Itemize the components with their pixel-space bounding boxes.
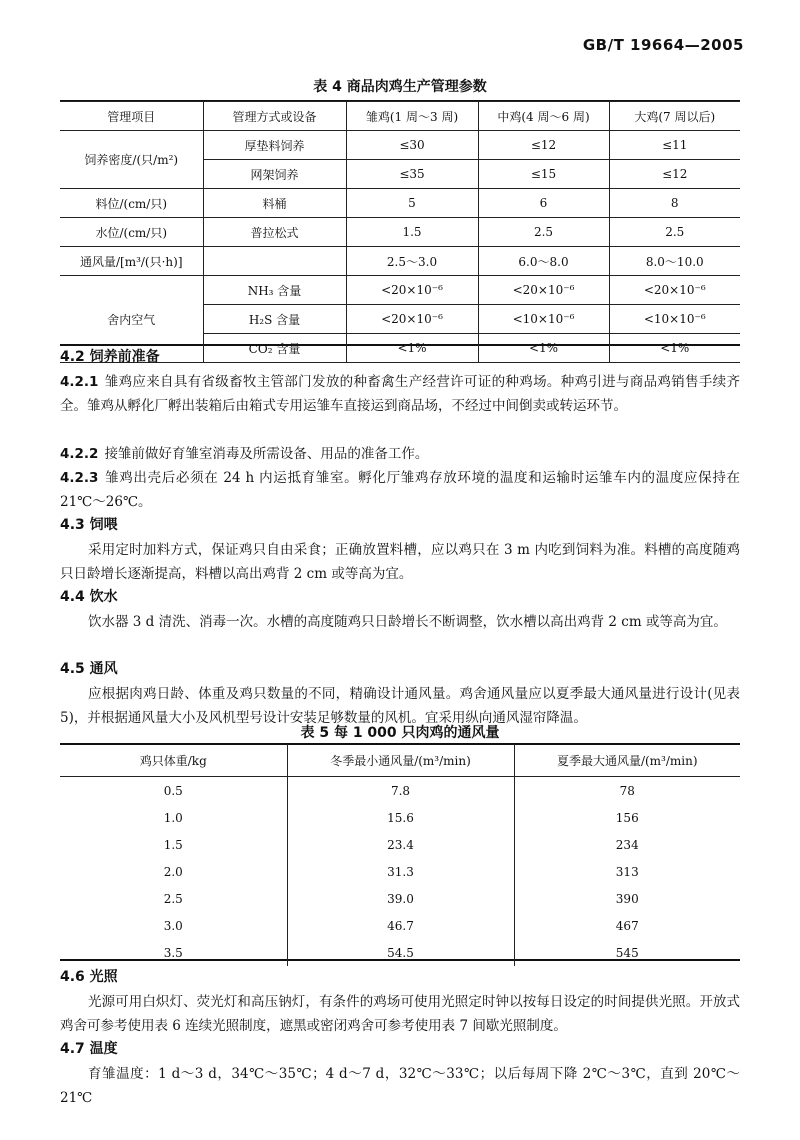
table-cell: <10×10⁻⁶ bbox=[609, 305, 740, 334]
table-cell: <10×10⁻⁶ bbox=[478, 305, 609, 334]
table-cell: 6.0～8.0 bbox=[478, 247, 609, 276]
table-cell: ≤35 bbox=[346, 160, 478, 189]
table-cell: 通风量/[m³/(只·h)] bbox=[60, 247, 203, 276]
paragraph-4-2-3 bbox=[60, 466, 740, 514]
table-cell: 8.0～10.0 bbox=[609, 247, 740, 276]
table-row bbox=[60, 885, 740, 912]
paragraph-4-7: 育雏温度：1 d～3 d，34℃～35℃；4 d～7 d，32℃～33℃；以后每周下降 2℃～3℃，直到 20℃～21℃ bbox=[60, 1066, 740, 1106]
table-cell: 54.5 bbox=[287, 939, 514, 966]
table-cell: 2.0 bbox=[60, 858, 287, 885]
paragraph-4-4: 饮水器 3 d 清洗、消毒一次。水槽的高度随鸡只日龄增长不断调整，饮水槽以高出鸡背 2 cm 或等高为宜。 bbox=[88, 614, 727, 630]
table-cell: H₂S 含量 bbox=[203, 305, 346, 334]
table-row bbox=[60, 777, 740, 805]
table-row bbox=[60, 912, 740, 939]
table-cell: 厚垫料饲养 bbox=[203, 131, 346, 160]
table-cell: 舍内空气 bbox=[60, 276, 203, 363]
table-cell: 水位/(cm/只) bbox=[60, 218, 203, 247]
table4-header-cell: 雏鸡(1 周～3 周) bbox=[346, 102, 478, 131]
section-4-4-title: 4.4 饮水 bbox=[60, 589, 118, 605]
table-cell: 78 bbox=[619, 783, 635, 798]
table-cell: 31.3 bbox=[287, 858, 514, 885]
paragraph-text: 雏鸡应来自具有省级畜牧主管部门发放的种畜禽生产经营许可证的种鸡场。种鸡引进与商品鸡销售手续齐全。雏鸡从孵化厂孵出装箱后由箱式专用运雏车直接运到商品场，不经过中间倒卖或转运环节。 bbox=[60, 374, 740, 414]
table-cell: 6 bbox=[478, 189, 609, 218]
table-cell: 5 bbox=[346, 189, 478, 218]
table-cell: ≤12 bbox=[609, 160, 740, 189]
table-cell: 3.5 bbox=[60, 939, 287, 966]
table-cell: <20×10⁻⁶ bbox=[609, 276, 740, 305]
table-row bbox=[60, 218, 740, 247]
table-row bbox=[60, 276, 740, 305]
table-cell: 2.5～3.0 bbox=[346, 247, 478, 276]
table-cell: 饲养密度/(只/m²) bbox=[60, 131, 203, 189]
table-cell: 1.0 bbox=[60, 804, 287, 831]
paragraph-text: 接雏前做好育雏室消毒及所需设备、用品的准备工作。 bbox=[104, 446, 429, 462]
section-4-2-title: 4.2 饲养前准备 bbox=[60, 349, 160, 365]
section-4-7-title: 4.7 温度 bbox=[60, 1041, 118, 1057]
paragraph-4-2-2 bbox=[60, 442, 740, 466]
paragraph-4-5: 应根据肉鸡日龄、体重及鸡只数量的不同，精确设计通风量。鸡舍通风量应以夏季最大通风量进行设计(见表 5)，并根据通风量大小及风机型号设计安装足够数量的风机。宜采用纵向通风湿帘降温。 bbox=[60, 686, 740, 726]
table-cell: 7.8 bbox=[287, 777, 514, 805]
table-row bbox=[60, 189, 740, 218]
table5 bbox=[60, 744, 740, 966]
clause-number: 4.2.3 bbox=[60, 470, 99, 486]
table-cell: 料桶 bbox=[203, 189, 346, 218]
table5-caption: 表 5 每 1 000 只肉鸡的通风量 bbox=[300, 725, 500, 741]
table4-header-row bbox=[60, 102, 740, 131]
section-4-6-title: 4.6 光照 bbox=[60, 969, 118, 985]
table-cell: 1.5 bbox=[60, 831, 287, 858]
table-cell: <20×10⁻⁶ bbox=[346, 305, 478, 334]
section-4-3-title: 4.3 饲喂 bbox=[60, 517, 118, 533]
table5-header-cell: 鸡只体重/kg bbox=[60, 744, 287, 777]
table-cell: 545 bbox=[615, 945, 639, 960]
table-cell: 39.0 bbox=[287, 885, 514, 912]
table-cell: 3.0 bbox=[60, 912, 287, 939]
table-cell: 156 bbox=[615, 810, 639, 825]
table-cell: 23.4 bbox=[287, 831, 514, 858]
table-cell: 2.5 bbox=[60, 885, 287, 912]
table-row bbox=[60, 247, 740, 276]
table-cell: 46.7 bbox=[287, 912, 514, 939]
table4-header-cell: 管理项目 bbox=[60, 102, 203, 131]
table-cell: 网架饲养 bbox=[203, 160, 346, 189]
table-cell: 8 bbox=[609, 189, 740, 218]
clause-number: 4.2.1 bbox=[60, 374, 99, 390]
table-cell: ≤11 bbox=[609, 131, 740, 160]
table5-header-cell: 夏季最大通风量/(m³/min) bbox=[514, 744, 740, 777]
table-cell: 313 bbox=[615, 864, 639, 879]
table-cell: 234 bbox=[615, 837, 639, 852]
table-cell bbox=[203, 247, 346, 276]
table-cell: 普拉松式 bbox=[203, 218, 346, 247]
standard-number: GB/T 19664—2005 bbox=[582, 36, 744, 54]
table-cell: 1.5 bbox=[346, 218, 478, 247]
table-row bbox=[60, 831, 740, 858]
paragraph-text: 雏鸡出壳后必须在 24 h 内运抵育雏室。孵化厅雏鸡存放环境的温度和运输时运雏车内的温度应保持在 21℃～26℃。 bbox=[60, 470, 740, 510]
table-cell: 料位/(cm/只) bbox=[60, 189, 203, 218]
table4-header-cell: 管理方式或设备 bbox=[203, 102, 346, 131]
table5-header-cell: 冬季最小通风量/(m³/min) bbox=[287, 744, 514, 777]
table-row bbox=[60, 131, 740, 160]
paragraph-4-2-1 bbox=[60, 370, 740, 418]
table-row bbox=[60, 939, 740, 966]
table-cell: 467 bbox=[615, 918, 639, 933]
table4 bbox=[60, 101, 740, 363]
table-cell: <20×10⁻⁶ bbox=[346, 276, 478, 305]
table-cell: CO₂ 含量 bbox=[203, 334, 346, 363]
table-row bbox=[60, 804, 740, 831]
table-row bbox=[60, 858, 740, 885]
paragraph-4-3: 采用定时加料方式，保证鸡只自由采食；正确放置料槽，应以鸡只在 3 m 内吃到饲料为准。料槽的高度随鸡只日龄增长逐渐提高，料槽以高出鸡背 2 cm 或等高为宜。 bbox=[60, 542, 740, 582]
table-cell: <1% bbox=[346, 334, 478, 363]
table5-header-row bbox=[60, 744, 740, 777]
table4-header-cell: 大鸡(7 周以后) bbox=[609, 102, 740, 131]
paragraph-4-6: 光源可用白炽灯、荧光灯和高压钠灯，有条件的鸡场可使用光照定时钟以按每日设定的时间提供光照。开放式鸡舍可参考使用表 6 连续光照制度，遮黑或密闭鸡舍可参考使用表 7 间歇光照制度。 bbox=[60, 994, 740, 1034]
table-cell: ≤12 bbox=[478, 131, 609, 160]
clause-number: 4.2.2 bbox=[60, 446, 99, 462]
table-cell: <20×10⁻⁶ bbox=[478, 276, 609, 305]
table-cell: NH₃ 含量 bbox=[203, 276, 346, 305]
table-cell: 2.5 bbox=[609, 218, 740, 247]
table-cell: 390 bbox=[615, 891, 639, 906]
section-4-5-title: 4.5 通风 bbox=[60, 661, 118, 677]
table-cell: 15.6 bbox=[287, 804, 514, 831]
table-cell: ≤15 bbox=[478, 160, 609, 189]
table4-caption: 表 4 商品肉鸡生产管理参数 bbox=[313, 79, 487, 95]
table-cell: 0.5 bbox=[60, 777, 287, 805]
table4-header-cell: 中鸡(4 周～6 周) bbox=[478, 102, 609, 131]
table-cell: <1% bbox=[478, 334, 609, 363]
table-cell: 2.5 bbox=[478, 218, 609, 247]
table-cell: ≤30 bbox=[346, 131, 478, 160]
table-cell: <1% bbox=[609, 334, 740, 363]
